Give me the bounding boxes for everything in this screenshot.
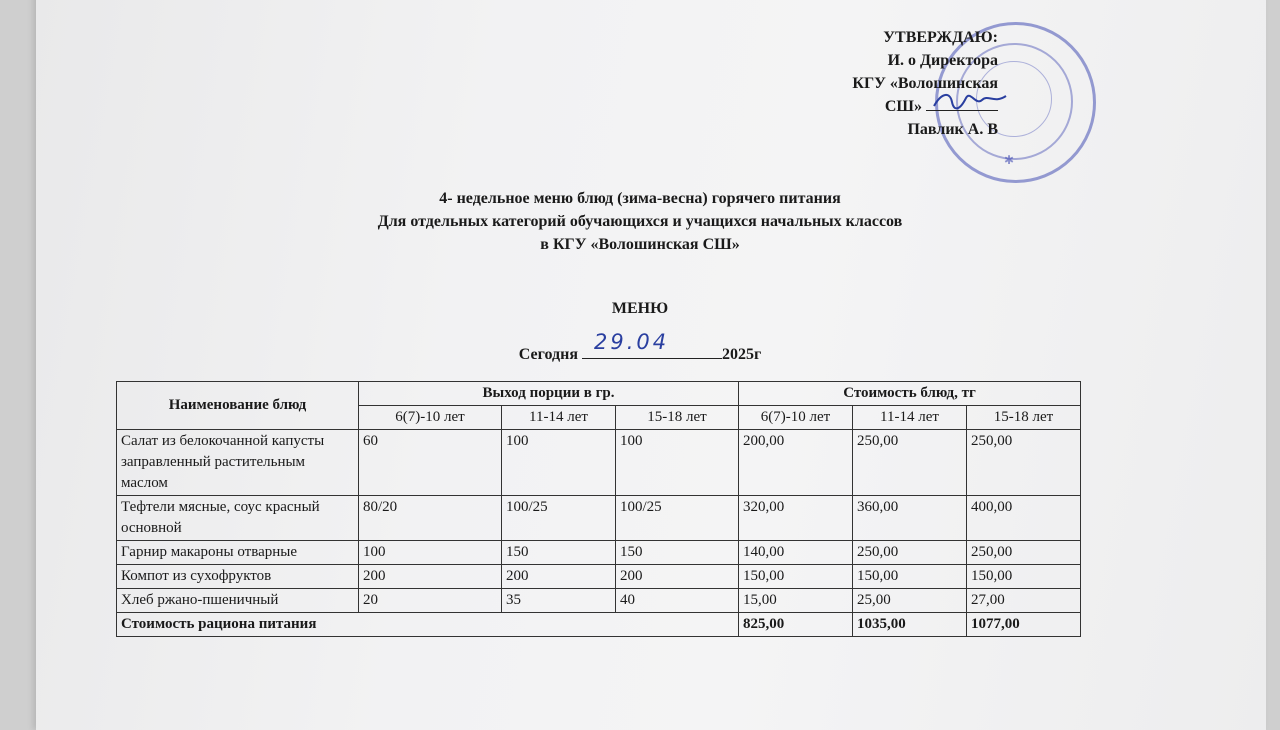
portion-cell: 100 bbox=[359, 541, 502, 565]
cost-cell: 250,00 bbox=[853, 430, 967, 496]
table-row bbox=[117, 430, 1081, 496]
total-row bbox=[117, 613, 1081, 637]
header-dish: Наименование блюд bbox=[117, 382, 359, 430]
cost-cell: 150,00 bbox=[739, 565, 853, 589]
header-cost: Стоимость блюд, тг bbox=[739, 382, 1081, 406]
dish-name: Салат из белокочанной капусты заправленный растительным маслом bbox=[117, 430, 359, 496]
approval-name: Павлик А. В bbox=[907, 121, 998, 138]
portion-cell: 20 bbox=[359, 589, 502, 613]
document-heading bbox=[0, 187, 1280, 256]
portion-cell: 100/25 bbox=[502, 496, 616, 541]
heading-line-2: Для отдельных категорий обучающихся и учащихся начальных классов bbox=[377, 213, 903, 230]
portion-cell: 80/20 bbox=[359, 496, 502, 541]
heading-line-1: 4- недельное меню блюд (зима-весна) горячего питания bbox=[439, 190, 841, 207]
cost-cell: 320,00 bbox=[739, 496, 853, 541]
portion-cell: 200 bbox=[502, 565, 616, 589]
table-row bbox=[117, 589, 1081, 613]
signature-line bbox=[926, 96, 998, 111]
approval-org-cont: СШ» bbox=[852, 95, 998, 118]
today-line bbox=[0, 330, 1280, 364]
cost-cell: 27,00 bbox=[967, 589, 1081, 613]
table-row bbox=[117, 565, 1081, 589]
cost-cell: 400,00 bbox=[967, 496, 1081, 541]
total-cost: 1077,00 bbox=[967, 613, 1081, 637]
date-blank bbox=[582, 330, 722, 359]
cost-cell: 15,00 bbox=[739, 589, 853, 613]
portion-cell: 100/25 bbox=[616, 496, 739, 541]
menu-title: МЕНЮ bbox=[611, 300, 669, 317]
portion-cell: 150 bbox=[502, 541, 616, 565]
portion-cell: 60 bbox=[359, 430, 502, 496]
cost-cell: 200,00 bbox=[739, 430, 853, 496]
approval-org: КГУ «Волошинская bbox=[852, 75, 998, 92]
portion-cell: 200 bbox=[359, 565, 502, 589]
cost-cell: 150,00 bbox=[853, 565, 967, 589]
today-year: 2025г bbox=[721, 346, 762, 363]
dish-name: Гарнир макароны отварные bbox=[117, 541, 359, 565]
today-label: Сегодня bbox=[518, 346, 578, 363]
age-group-header: 15-18 лет bbox=[967, 406, 1081, 430]
table-row bbox=[117, 541, 1081, 565]
portion-cell: 200 bbox=[616, 565, 739, 589]
menu-table bbox=[116, 381, 1081, 637]
cost-cell: 140,00 bbox=[739, 541, 853, 565]
official-stamp: ✱ bbox=[935, 22, 1096, 183]
cost-cell: 360,00 bbox=[853, 496, 967, 541]
header-portion: Выход порции в гр. bbox=[359, 382, 739, 406]
approval-block bbox=[852, 26, 998, 141]
portion-cell: 35 bbox=[502, 589, 616, 613]
approval-title: УТВЕРЖДАЮ: bbox=[883, 29, 998, 46]
portion-cell: 40 bbox=[616, 589, 739, 613]
cost-cell: 250,00 bbox=[967, 541, 1081, 565]
cost-cell: 25,00 bbox=[853, 589, 967, 613]
table-header-row bbox=[117, 382, 1081, 406]
table-row bbox=[117, 496, 1081, 541]
total-cost: 825,00 bbox=[739, 613, 853, 637]
heading-line-3: в КГУ «Волошинская СШ» bbox=[540, 236, 740, 253]
age-group-header: 15-18 лет bbox=[616, 406, 739, 430]
total-cost: 1035,00 bbox=[853, 613, 967, 637]
total-label: Стоимость рациона питания bbox=[117, 613, 739, 637]
portion-cell: 100 bbox=[616, 430, 739, 496]
approval-position: И. о Директора bbox=[887, 52, 998, 69]
dish-name: Компот из сухофруктов bbox=[117, 565, 359, 589]
portion-cell: 150 bbox=[616, 541, 739, 565]
handwritten-date: 29.04 bbox=[593, 330, 670, 354]
cost-cell: 250,00 bbox=[853, 541, 967, 565]
age-group-header: 11-14 лет bbox=[502, 406, 616, 430]
dish-name: Хлеб ржано-пшеничный bbox=[117, 589, 359, 613]
age-group-header: 6(7)-10 лет bbox=[739, 406, 853, 430]
age-group-header: 6(7)-10 лет bbox=[359, 406, 502, 430]
age-group-header: 11-14 лет bbox=[853, 406, 967, 430]
dish-name: Тефтели мясные, соус красный основной bbox=[117, 496, 359, 541]
cost-cell: 150,00 bbox=[967, 565, 1081, 589]
portion-cell: 100 bbox=[502, 430, 616, 496]
cost-cell: 250,00 bbox=[967, 430, 1081, 496]
